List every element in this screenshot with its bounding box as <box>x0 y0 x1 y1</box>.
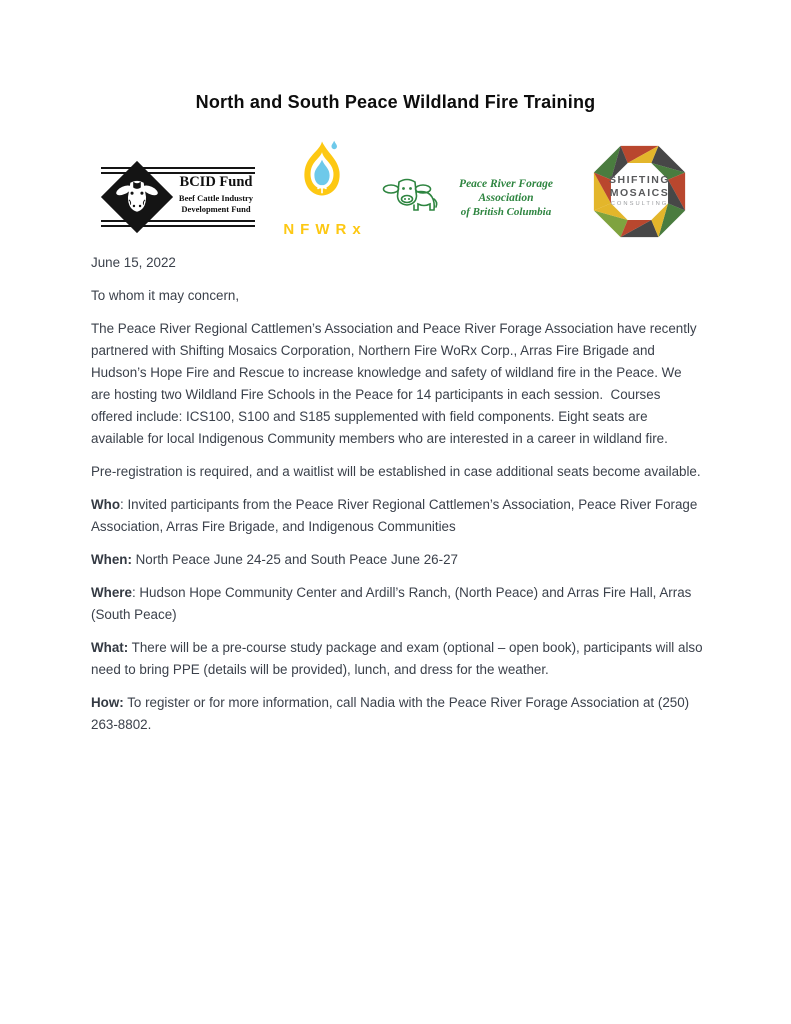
sm-line-mosaics: MOSAICS <box>609 186 670 199</box>
detail-what <box>91 637 707 681</box>
letter-paragraph-registration: Pre-registration is required, and a waitlist will be established in case additional seats become available. <box>91 464 701 479</box>
detail-how <box>91 692 703 736</box>
page-title: North and South Peace Wildland Fire Training <box>195 92 596 112</box>
letter-body <box>0 252 791 736</box>
detail-how-text: To register or for more information, call Nadia with the Peace River Forage Association at (250) 263-8802. <box>91 695 693 732</box>
detail-who-text: : Invited participants from the Peace River Regional Cattlemen’s Association, Peace River Forage Association, Arras Fire Brigade, and Indigenous Communities <box>91 497 701 534</box>
prfa-region-line: of British Columbia <box>460 206 552 218</box>
detail-what-text: There will be a pre-course study package and exam (optional – open book), participants will also need to bring PPE (details will be provided), lunch, and dress for the weather. <box>91 640 707 677</box>
letter-salutation: To whom it may concern, <box>91 288 240 303</box>
nfwrx-logo <box>272 140 372 242</box>
shifting-mosaics-wordmark <box>588 140 691 243</box>
sm-line-consulting: CONSULTING <box>610 201 669 207</box>
bcid-fund-logo <box>101 158 255 236</box>
letter-paragraph-intro: The Peace River Regional Cattlemen’s Association and Peace River Forage Association have recently partnered with Shifting Mosaics Corporation, Northern Fire WoRx Corp., Arras Fire Brigade and Hudson’s Hope Fire and Rescue to increase knowledge and safety of wildland fire in the Peace. We are hosting two Wildland Fire Schools in the Peace for 14 participants in each session. Courses offered include: ICS100, S100 and S185 supplemented with field components. Eight seats are available for local Indigenous Community members who are interested in a career in wildland fire. <box>91 321 701 446</box>
detail-how-label: How: <box>91 695 124 710</box>
detail-when <box>91 549 703 571</box>
detail-when-text: North Peace June 24-25 and South Peace June 26-27 <box>131 552 458 567</box>
detail-who <box>91 494 703 538</box>
prfa-name-line: Peace River Forage Association <box>459 178 553 204</box>
detail-who-label: Who <box>91 497 120 512</box>
letter-date: June 15, 2022 <box>91 255 176 270</box>
detail-where-text: : Hudson Hope Community Center and Ardill’s Ranch, (North Peace) and Arras Fire Hall, Arras (South Peace) <box>91 585 696 622</box>
green-cow-icon <box>382 172 440 224</box>
detail-where <box>91 582 703 626</box>
bcid-wordmark <box>177 173 255 214</box>
prfa-logo <box>382 170 572 226</box>
logo-row <box>0 140 791 244</box>
nfwrx-wordmark: NFWRx <box>283 221 367 238</box>
shifting-mosaics-logo <box>588 140 691 243</box>
cow-head-diamond-icon <box>99 159 175 235</box>
bcid-subtitle-2: Development Fund <box>181 203 251 214</box>
sm-line-shifting: SHIFTING <box>609 174 670 186</box>
prfa-wordmark <box>440 177 572 219</box>
bcid-subtitle-1: Beef Cattle Industry <box>178 193 254 203</box>
bcid-title: BCID Fund <box>179 174 253 190</box>
detail-what-label: What: <box>91 640 129 655</box>
detail-where-label: Where <box>91 585 132 600</box>
flame-waterdrop-icon <box>284 140 360 216</box>
detail-when-label: When: <box>91 552 132 567</box>
